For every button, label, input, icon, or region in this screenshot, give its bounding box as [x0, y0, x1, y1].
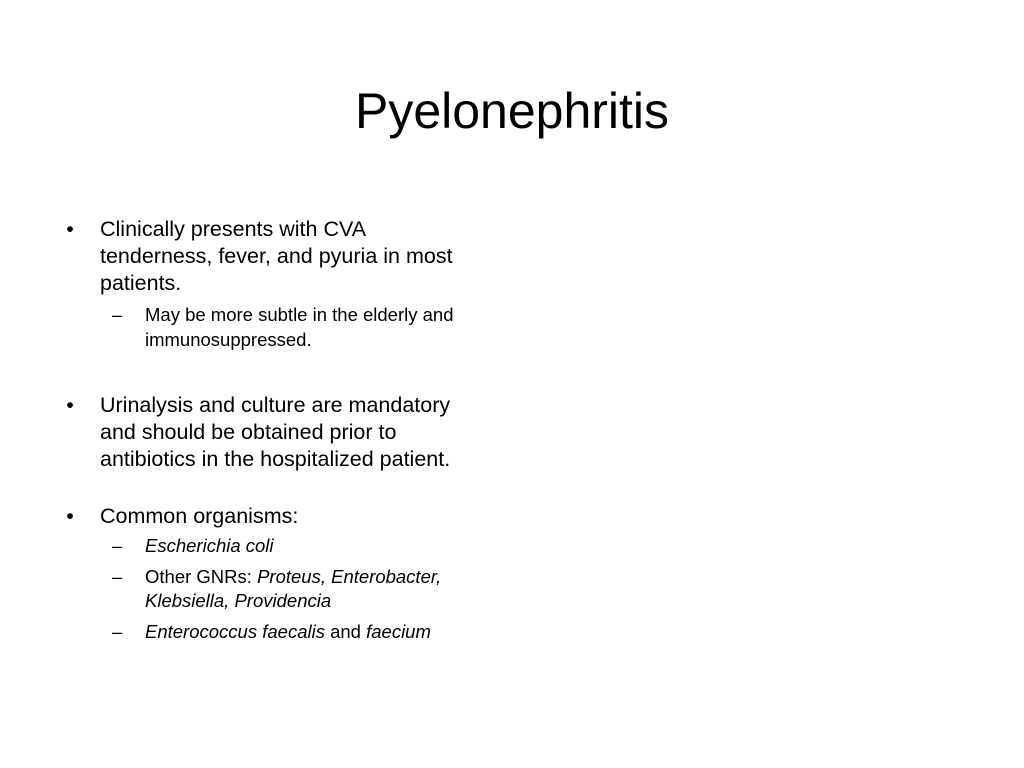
slide-content [60, 216, 500, 644]
sub-bullet-prefix: Other GNRs: [145, 565, 258, 587]
sub-bullet-marker: – [112, 620, 123, 642]
sub-bullet-conjunction: and [324, 620, 367, 642]
bullet-item [60, 503, 500, 530]
sub-bullet-text: May be more subtle in the elderly and immunosuppressed. [145, 304, 454, 350]
sub-bullet-item [60, 534, 500, 559]
organism-name: Escherichia coli [145, 535, 274, 556]
sub-bullet-text [145, 620, 485, 645]
bullet-text: Clinically presents with CVA tenderness, fever, and pyuria in most patients. [100, 217, 453, 295]
bullet-item [60, 392, 500, 473]
slide-title: Pyelonephritis [354, 83, 670, 139]
bullet-text: Common organisms: [100, 504, 299, 528]
organism-name: faecium [366, 620, 431, 642]
bullet-marker: • [66, 217, 74, 241]
sub-bullet-text [145, 534, 485, 559]
bullet-marker: • [66, 504, 74, 528]
sub-bullet-marker: – [112, 535, 123, 556]
organism-name: Enterococcus faecalis [145, 620, 325, 642]
bullet-text: Urinalysis and culture are mandatory and should be obtained prior to antibiotics in the hospitalized patient. [100, 393, 451, 471]
sub-bullet-item [60, 620, 500, 645]
sub-bullet-marker: – [112, 304, 123, 325]
bullet-item [60, 216, 500, 297]
sub-bullet-item [60, 565, 500, 614]
bullet-marker: • [66, 393, 74, 417]
sub-bullet-text [145, 565, 485, 614]
sub-bullet-item [60, 303, 500, 352]
organism-name: Proteus, Enterobacter, Klebsiella, Providencia [145, 565, 442, 611]
sub-bullet-marker: – [112, 565, 123, 587]
